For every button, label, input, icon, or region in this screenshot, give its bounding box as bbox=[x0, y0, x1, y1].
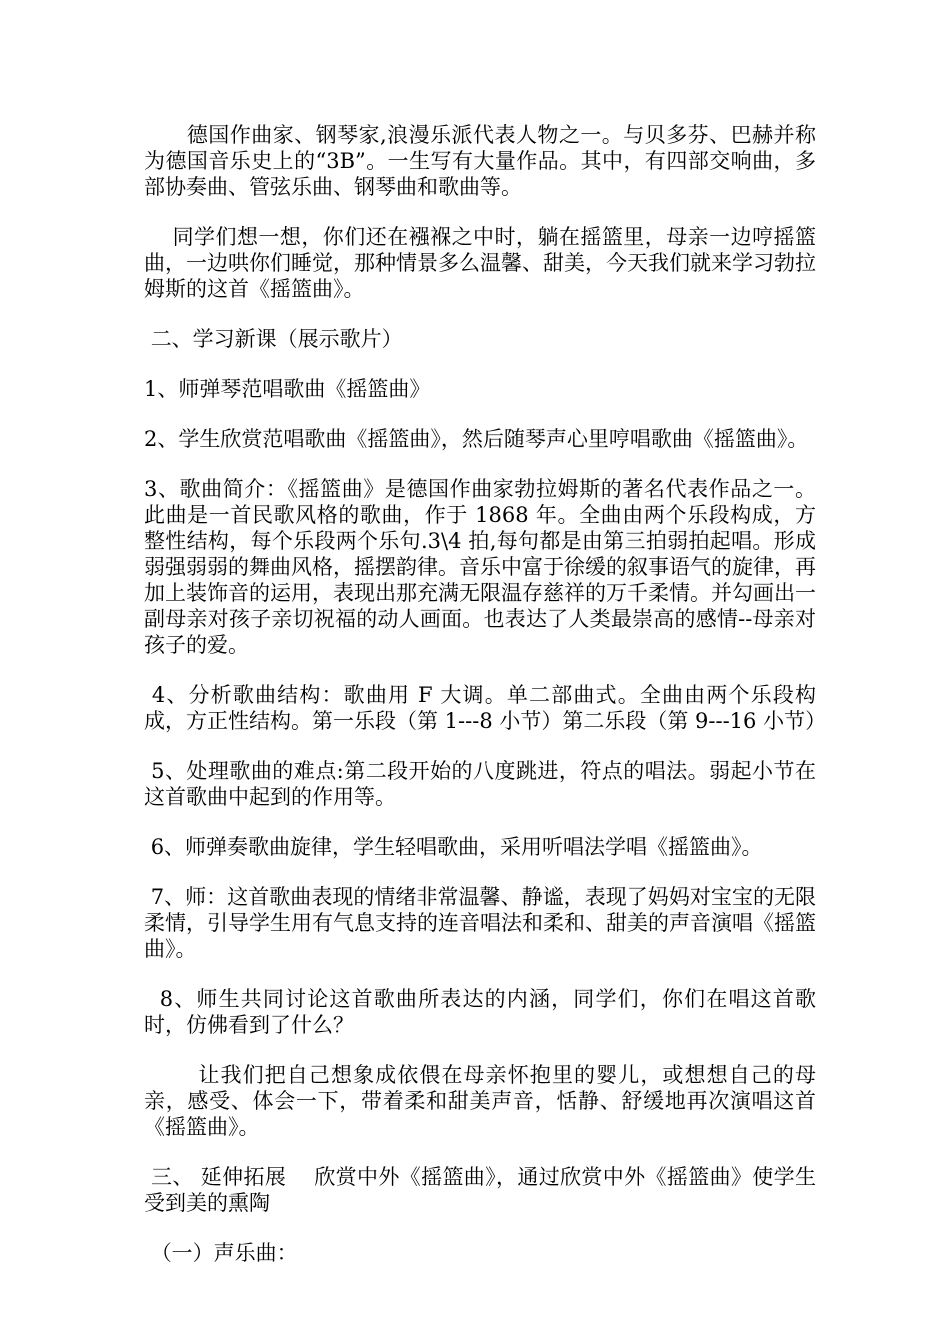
heading-vocal-works: （一）声乐曲： bbox=[144, 1241, 298, 1265]
paragraph-step-8: 8、师生共同讨论这首歌曲所表达的内涵，同学们，你们在唱这首歌时，仿佛看到了什么？ bbox=[144, 987, 817, 1037]
heading-new-lesson: 二、学习新课（展示歌片） bbox=[144, 327, 403, 351]
paragraph-step-6: 6、师弹奏歌曲旋律，学生轻唱歌曲，采用听唱法学唱《摇篮曲》。 bbox=[144, 835, 763, 859]
paragraph-step-8-continued: 让我们把自己想象成依偎在母亲怀抱里的婴儿，或想想自己的母亲，感受、体会一下，带着柔和甜美声音，恬静、舒缓地再次演唱这首《摇篮曲》。 bbox=[144, 1063, 816, 1139]
paragraph-step-5: 5、处理歌曲的难点:第二段开始的八度跳进，符点的唱法。弱起小节在这首歌曲中起到的作用等。 bbox=[144, 759, 816, 809]
heading-extension: 三、 延伸拓展 欣赏中外《摇篮曲》，通过欣赏中外《摇篮曲》使学生受到美的熏陶 bbox=[144, 1165, 816, 1215]
document-body bbox=[144, 122, 827, 1290]
paragraph-lead-in: 同学们想一想，你们还在襁褓之中时，躺在摇篮里，母亲一边哼摇篮曲，一边哄你们睡觉，那种情景多么温馨、甜美，今天我们就来学习勃拉姆斯的这首《摇篮曲》。 bbox=[144, 225, 817, 301]
paragraph-step-3: 3、歌曲简介：《摇篮曲》是德国作曲家勃拉姆斯的著名代表作品之一。此曲是一首民歌风格的歌曲，作于 1868 年。全曲由两个乐段构成，方整性结构，每个乐段两个乐句.3\4 拍,每句都是由第三拍弱拍起唱。形成弱强弱弱的舞曲风格，摇摆韵律。音乐中富于徐缓的叙事语气的旋律，再加上装饰音的运用，表现出那充满无限温存慈祥的万千柔情。并勾画出一副母亲对孩子亲切祝福的动人画面。也表达了人类最崇高的感情--母亲对孩子的爱。 bbox=[144, 477, 816, 657]
paragraph-step-1: 1、师弹琴范唱歌曲《摇篮曲》 bbox=[144, 377, 431, 401]
paragraph-step-7: 7、师：这首歌曲表现的情绪非常温馨、静谧，表现了妈妈对宝宝的无限柔情，引导学生用有气息支持的连音唱法和柔和、甜美的声音演唱《摇篮曲》。 bbox=[144, 885, 817, 961]
paragraph-brahms-intro: 德国作曲家、钢琴家,浪漫乐派代表人物之一。与贝多芬、巴赫并称为德国音乐史上的“3B”。一生写有大量作品。其中，有四部交响曲，多部协奏曲、管弦乐曲、钢琴曲和歌曲等。 bbox=[144, 123, 816, 199]
paragraph-step-2: 2、学生欣赏范唱歌曲《摇篮曲》，然后随琴声心里哼唱歌曲《摇篮曲》。 bbox=[144, 427, 809, 451]
paragraph-step-4: 4、分析歌曲结构：歌曲用 F 大调。单二部曲式。全曲由两个乐段构成，方正性结构。第一乐段（第 1---8 小节）第二乐段（第 9---16 小节） bbox=[144, 683, 827, 733]
